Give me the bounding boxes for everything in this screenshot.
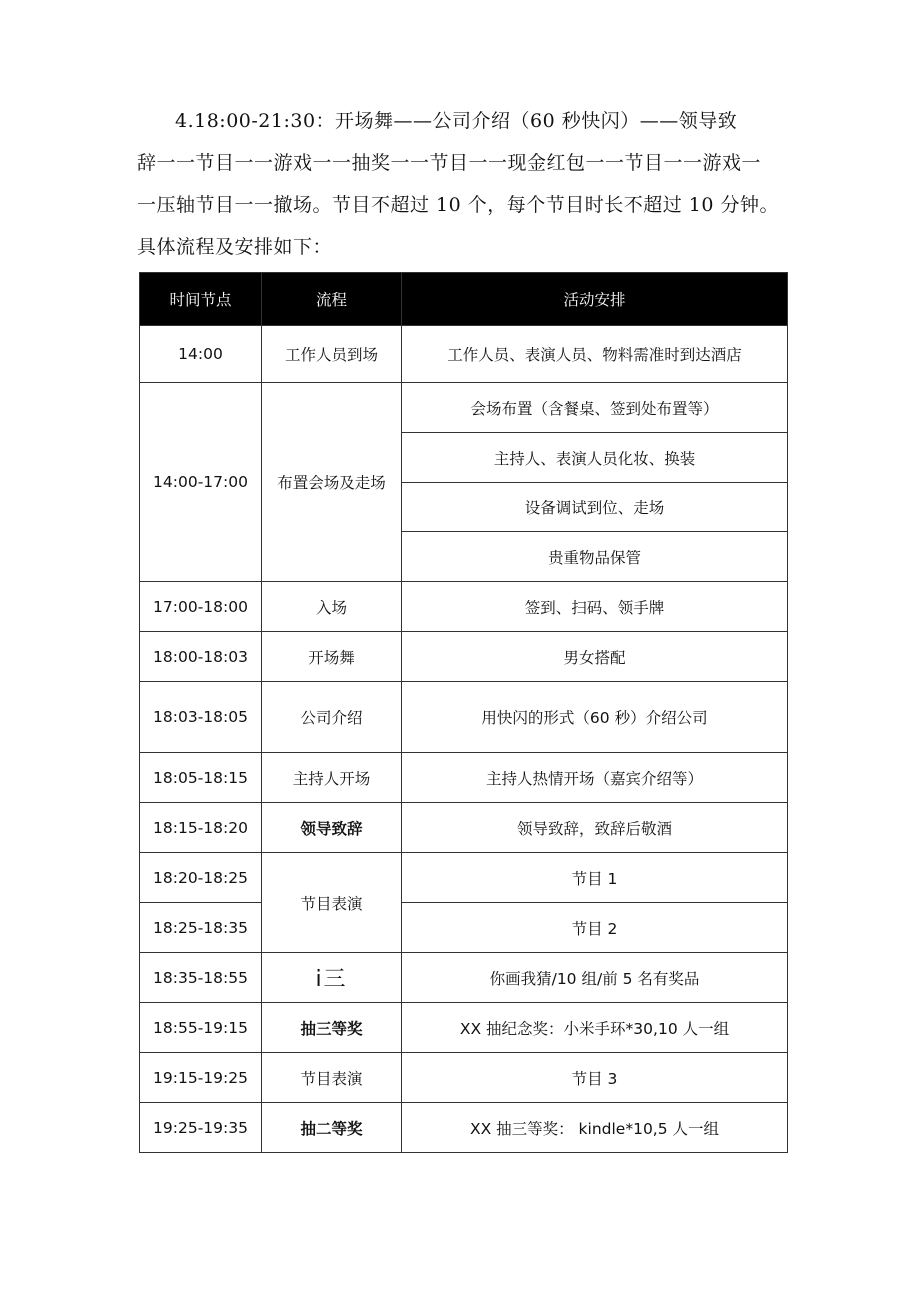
table-row	[140, 903, 788, 953]
cell-time: 14:00-17:00	[140, 383, 262, 582]
table-row	[140, 953, 788, 1003]
table-row	[140, 326, 788, 383]
intro-line-4: 具体流程及安排如下：	[137, 236, 333, 258]
cell-arrangement: 贵重物品保管	[402, 532, 788, 582]
cell-arrangement: 领导致辞，致辞后敬酒	[402, 803, 788, 853]
table-row	[140, 753, 788, 803]
cell-arrangement: 主持人热情开场（嘉宾介绍等）	[402, 753, 788, 803]
intro-paragraph	[137, 100, 787, 268]
cell-process: 领导致辞	[262, 803, 402, 853]
cell-arrangement: 节目 3	[402, 1053, 788, 1103]
cell-process: 节目表演	[262, 1053, 402, 1103]
table-row	[140, 383, 788, 433]
cell-time: 18:03-18:05	[140, 682, 262, 753]
cell-process: 节目表演	[262, 853, 402, 953]
table-row	[140, 632, 788, 682]
table-row	[140, 582, 788, 632]
cell-process: 入场	[262, 582, 402, 632]
cell-time: 18:25-18:35	[140, 903, 262, 953]
cell-time: 19:25-19:35	[140, 1103, 262, 1153]
cell-arrangement: 男女搭配	[402, 632, 788, 682]
cell-process: 公司介绍	[262, 682, 402, 753]
cell-arrangement: 用快闪的形式（60 秒）介绍公司	[402, 682, 788, 753]
intro-line-1: 4.18:00-21:30：开场舞——公司介绍（60 秒快闪）——领导致	[175, 110, 738, 132]
cell-arrangement: 你画我猜/10 组/前 5 名有奖品	[402, 953, 788, 1003]
schedule-table	[139, 272, 788, 1153]
table-row	[140, 1053, 788, 1103]
cell-time: 19:15-19:25	[140, 1053, 262, 1103]
header-process: 流程	[262, 273, 402, 326]
table-row	[140, 1103, 788, 1153]
cell-process: 抽三等奖	[262, 1003, 402, 1053]
header-arrangement: 活动安排	[402, 273, 788, 326]
cell-arrangement: XX 抽三等奖： kindle*10,5 人一组	[402, 1103, 788, 1153]
cell-arrangement: 主持人、表演人员化妆、换装	[402, 433, 788, 483]
cell-time: 18:35-18:55	[140, 953, 262, 1003]
intro-line-2: 辞一一节目一一游戏一一抽奖一一节目一一现金红包一一节目一一游戏一	[137, 152, 762, 174]
cell-process: 主持人开场	[262, 753, 402, 803]
cell-arrangement: 设备调试到位、走场	[402, 483, 788, 532]
cell-time: 18:15-18:20	[140, 803, 262, 853]
cell-arrangement: 会场布置（含餐桌、签到处布置等）	[402, 383, 788, 433]
cell-process: 工作人员到场	[262, 326, 402, 383]
cell-time: 18:05-18:15	[140, 753, 262, 803]
cell-arrangement: 工作人员、表演人员、物料需准时到达酒店	[402, 326, 788, 383]
cell-process: 布置会场及走场	[262, 383, 402, 582]
table-row	[140, 682, 788, 753]
cell-time: 18:00-18:03	[140, 632, 262, 682]
table-row	[140, 1003, 788, 1053]
cell-arrangement: 节目 2	[402, 903, 788, 953]
table-row	[140, 853, 788, 903]
cell-arrangement: 签到、扫码、领手牌	[402, 582, 788, 632]
table-row	[140, 803, 788, 853]
cell-time: 18:55-19:15	[140, 1003, 262, 1053]
cell-process: 抽二等奖	[262, 1103, 402, 1153]
table-header-row	[140, 273, 788, 326]
cell-process: i三	[262, 953, 402, 1003]
cell-time: 17:00-18:00	[140, 582, 262, 632]
cell-time: 14:00	[140, 326, 262, 383]
header-time: 时间节点	[140, 273, 262, 326]
cell-time: 18:20-18:25	[140, 853, 262, 903]
intro-line-3: 一压轴节目一一撤场。节目不超过 10 个，每个节目时长不超过 10 分钟。	[137, 194, 780, 216]
cell-arrangement: XX 抽纪念奖：小米手环*30,10 人一组	[402, 1003, 788, 1053]
cell-process: 开场舞	[262, 632, 402, 682]
cell-arrangement: 节目 1	[402, 853, 788, 903]
